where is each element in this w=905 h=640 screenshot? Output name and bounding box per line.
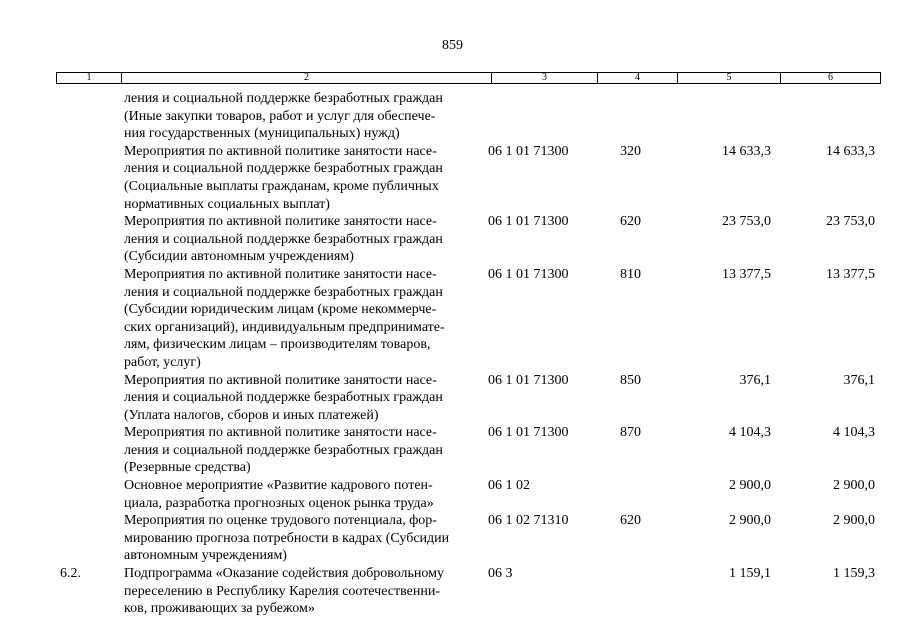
row-name [124, 565, 476, 618]
row-name-line: Мероприятия по активной политике занятости насе- [124, 372, 437, 388]
table-row [0, 565, 905, 618]
row-code: 06 1 01 71300 [488, 143, 569, 159]
row-value-col-6: 2 900,0 [833, 513, 875, 529]
table-row [0, 143, 905, 213]
header-col-5: 5 [677, 73, 780, 83]
row-value-col-6: 2 900,0 [833, 478, 875, 494]
row-expense-type: 850 [620, 372, 641, 388]
row-expense-type: 870 [620, 425, 641, 441]
row-value-col-6: 376,1 [843, 372, 875, 388]
row-name [124, 372, 476, 425]
row-code: 06 1 01 71300 [488, 266, 569, 282]
row-value-col-6: 14 633,3 [826, 143, 875, 159]
row-code: 06 1 02 71310 [488, 513, 569, 529]
table-row [0, 424, 905, 477]
row-name [124, 143, 476, 213]
table-header [56, 72, 881, 84]
row-name [124, 90, 476, 143]
row-name-line: ления и социальной поддержке безработных граждан [124, 161, 443, 177]
row-name-line: работ, услуг) [124, 354, 201, 370]
header-col-2: 2 [121, 73, 491, 83]
row-expense-type: 620 [620, 513, 641, 529]
table-row [0, 266, 905, 372]
row-name [124, 512, 476, 565]
row-name-line: (Резервные средства) [124, 460, 251, 476]
row-code: 06 1 01 71300 [488, 425, 569, 441]
row-name-line: Мероприятия по активной политике занятости насе- [124, 266, 437, 282]
row-name [124, 477, 476, 512]
row-name-line: переселению в Республику Карелия соотечественни- [124, 583, 440, 599]
row-code: 06 1 02 [488, 478, 530, 494]
row-name [124, 424, 476, 477]
row-name-line: (Уплата налогов, сборов и иных платежей) [124, 407, 379, 423]
row-value-col-5: 14 633,3 [722, 143, 771, 159]
row-name-line: Мероприятия по активной политике занятости насе- [124, 143, 437, 159]
row-name-line: ков, проживающих за рубежом» [124, 601, 315, 617]
row-value-col-5: 376,1 [739, 372, 771, 388]
row-value-col-6: 13 377,5 [826, 266, 875, 282]
row-name [124, 266, 476, 372]
row-code: 06 3 [488, 566, 513, 582]
page-number: 859 [442, 38, 463, 53]
header-col-3: 3 [491, 73, 597, 83]
table-row [0, 477, 905, 512]
row-value-col-5: 1 159,1 [729, 566, 771, 582]
row-name [124, 213, 476, 266]
header-col-4: 4 [597, 73, 677, 83]
row-name-line: ния государственных (муниципальных) нужд) [124, 126, 400, 142]
row-name-line: ления и социальной поддержке безработных граждан [124, 390, 443, 406]
row-name-line: мированию прогноза потребности в кадрах (Субсидии [124, 530, 450, 546]
table-row [0, 90, 905, 143]
row-code: 06 1 01 71300 [488, 214, 569, 230]
row-name-line: нормативных социальных выплат) [124, 196, 330, 212]
row-name-line: ления и социальной поддержке безработных граждан [124, 284, 443, 300]
row-value-col-5: 13 377,5 [722, 266, 771, 282]
row-code: 06 1 01 71300 [488, 372, 569, 388]
row-value-col-5: 2 900,0 [729, 478, 771, 494]
row-value-col-5: 4 104,3 [729, 425, 771, 441]
row-name-line: (Субсидии юридическим лицам (кроме некоммерче- [124, 302, 437, 318]
row-value-col-5: 2 900,0 [729, 513, 771, 529]
header-col-1: 1 [86, 72, 92, 83]
row-name-line: Мероприятия по оценке трудового потенциала, фор- [124, 513, 437, 529]
row-name-line: циала, разработка прогнозных оценок рынка труда» [124, 495, 434, 511]
row-value-col-6: 1 159,3 [833, 566, 875, 582]
table-body [0, 90, 905, 618]
row-name-line: (Субсидии автономным учреждениям) [124, 249, 354, 265]
row-name-line: Мероприятия по активной политике занятости насе- [124, 214, 437, 230]
row-expense-type: 320 [620, 143, 641, 159]
row-name-line: Подпрограмма «Оказание содействия добровольному [124, 566, 445, 582]
table-row [0, 372, 905, 425]
row-number: 6.2. [60, 566, 81, 582]
table-row [0, 213, 905, 266]
row-name-line: ских организаций), индивидуальным предпринимате- [124, 319, 445, 335]
row-value-col-6: 4 104,3 [833, 425, 875, 441]
row-value-col-6: 23 753,0 [826, 214, 875, 230]
row-name-line: Мероприятия по активной политике занятости насе- [124, 425, 437, 441]
row-expense-type: 810 [620, 266, 641, 282]
row-name-line: автономным учреждениям) [124, 548, 287, 564]
row-name-line: лям, физическим лицам – производителям товаров, [124, 337, 431, 353]
row-name-line: (Социальные выплаты гражданам, кроме публичных [124, 178, 439, 194]
row-name-line: ления и социальной поддержке безработных граждан [124, 442, 443, 458]
row-value-col-5: 23 753,0 [722, 214, 771, 230]
row-expense-type: 620 [620, 214, 641, 230]
row-name-line: (Иные закупки товаров, работ и услуг для обеспече- [124, 108, 436, 124]
row-name-line: ления и социальной поддержке безработных граждан [124, 231, 443, 247]
row-name-line: Основное мероприятие «Развитие кадрового потен- [124, 478, 433, 494]
row-name-line: ления и социальной поддержке безработных граждан [124, 91, 443, 106]
table-row [0, 512, 905, 565]
header-col-6: 6 [780, 73, 880, 83]
